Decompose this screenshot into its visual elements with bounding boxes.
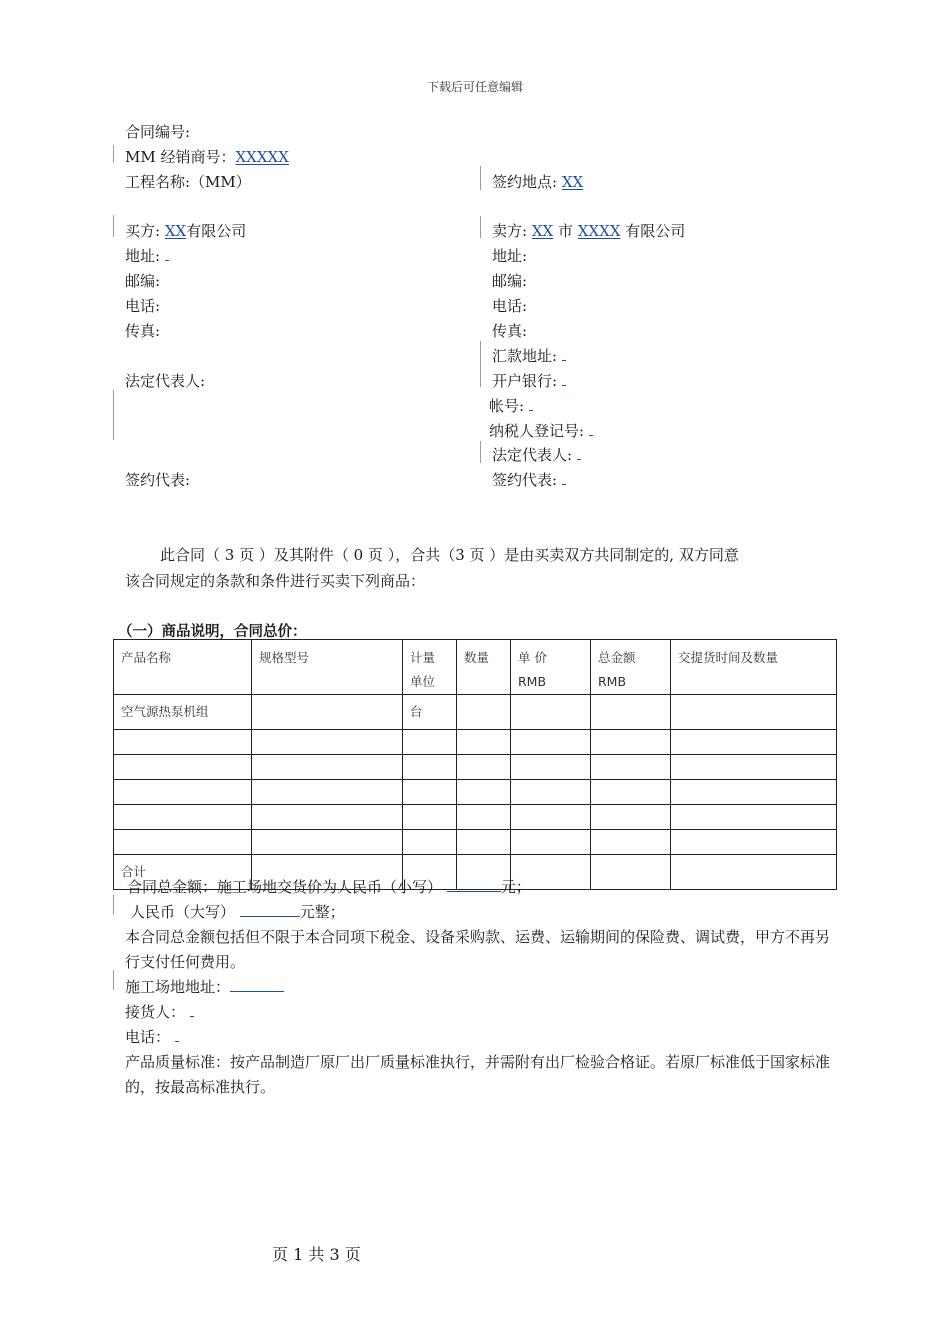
buyer-fax-label: 传真:	[125, 322, 161, 340]
phone-line	[125, 1026, 179, 1047]
table-cell[interactable]	[511, 805, 591, 830]
header-quantity: 数量	[464, 650, 490, 665]
seller-sign-rep-blank[interactable]	[562, 470, 566, 485]
table-cell[interactable]	[457, 780, 511, 805]
seller-fax-label: 传真:	[492, 322, 528, 340]
intro-line-2: 该合同规定的条款和条件进行买卖下列商品：	[125, 572, 426, 590]
buyer-name	[125, 220, 246, 241]
seller-sign-rep-label: 签约代表:	[492, 471, 558, 489]
header-cell	[671, 640, 837, 695]
table-cell[interactable]	[114, 830, 252, 855]
header-note: 下载后可任意编辑	[426, 80, 523, 94]
table-cell[interactable]	[511, 695, 591, 730]
column-marker	[480, 166, 481, 190]
site-address-label: 施工场地地址：	[125, 978, 231, 996]
seller-account-label: 帐号:	[489, 397, 525, 415]
seller-bank	[492, 370, 566, 391]
table-cell[interactable]	[457, 755, 511, 780]
table-cell[interactable]	[114, 805, 252, 830]
table-cell[interactable]	[671, 805, 837, 830]
table-cell[interactable]	[457, 805, 511, 830]
header-unit-price-currency: RMB	[518, 674, 547, 689]
table-cell[interactable]	[671, 830, 837, 855]
table-cell[interactable]: 台	[403, 695, 457, 730]
total-amount-suffix: 元；	[500, 878, 531, 896]
section-title: （一）商品说明，合同总价：	[118, 623, 307, 640]
uppercase-amount-blank[interactable]	[240, 902, 300, 917]
table-cell[interactable]	[511, 780, 591, 805]
table-cell[interactable]	[591, 805, 671, 830]
site-address-blank[interactable]	[230, 977, 284, 992]
header-cell	[403, 640, 457, 695]
table-cell[interactable]	[591, 730, 671, 755]
header-unit-1: 计量	[410, 650, 436, 665]
total-amount-blank[interactable]	[447, 877, 501, 892]
seller-company[interactable]: XXXX	[577, 222, 621, 240]
seller-account-blank[interactable]	[529, 396, 533, 411]
column-marker	[480, 441, 481, 463]
intro-line-1: 此合同（ 3 页 ）及其附件（ 0 页 ），合共（3 页 ）是由买卖双方共同制定的, 双方同意	[160, 546, 739, 564]
table-row	[114, 730, 837, 755]
seller-account	[489, 395, 533, 416]
table-cell[interactable]	[671, 780, 837, 805]
table-cell[interactable]: 空气源热泵机组	[114, 695, 252, 730]
buyer-postcode-label: 邮编:	[125, 272, 161, 290]
buyer-sign-rep-label: 签约代表:	[125, 471, 191, 489]
table-cell[interactable]	[403, 755, 457, 780]
table-cell[interactable]	[457, 695, 511, 730]
inclusion-text: 本合同总金额包括但不限于本合同项下税金、设备采购款、运费、运输期间的保险费、调试费，甲方不再另行支付任何费用。	[125, 928, 831, 971]
header-unit-price: 单 价	[518, 650, 547, 665]
phone-blank[interactable]	[175, 1027, 179, 1042]
table-cell[interactable]	[252, 780, 403, 805]
uppercase-amount-suffix: 元整；	[299, 903, 345, 921]
receiver-label: 接货人：	[125, 1003, 186, 1021]
buyer-address	[125, 245, 169, 266]
table-cell[interactable]	[252, 755, 403, 780]
seller-taxpayer-blank[interactable]	[589, 421, 593, 436]
table-cell[interactable]	[671, 855, 837, 890]
buyer-address-label: 地址:	[125, 247, 161, 265]
sign-place	[492, 171, 583, 192]
page-footer: 页 1 共 3 页	[272, 1245, 361, 1264]
receiver-line	[125, 1001, 194, 1022]
table-cell[interactable]	[671, 695, 837, 730]
seller-suffix: 有限公司	[625, 222, 686, 240]
buyer-legal-rep-label: 法定代表人:	[125, 372, 206, 390]
seller-taxpayer	[489, 420, 593, 441]
seller-city-suffix: 市	[557, 222, 573, 240]
margin-marker	[113, 895, 114, 915]
margin-marker	[113, 145, 114, 163]
table-cell[interactable]	[671, 755, 837, 780]
table-cell[interactable]	[252, 830, 403, 855]
table-cell[interactable]	[591, 695, 671, 730]
seller-remit-address-label: 汇款地址:	[492, 347, 558, 365]
seller-city[interactable]: XX	[531, 222, 554, 240]
table-cell[interactable]	[114, 755, 252, 780]
column-marker	[480, 341, 481, 387]
table-cell[interactable]	[591, 855, 671, 890]
contract-number-label: 合同编号:	[125, 123, 191, 141]
header-product-name: 产品名称	[121, 650, 172, 665]
seller-bank-blank[interactable]	[562, 371, 566, 386]
seller-taxpayer-label: 纳税人登记号:	[489, 422, 585, 440]
seller-legal-rep-blank[interactable]	[577, 445, 581, 460]
buyer-address-blank[interactable]	[165, 246, 169, 261]
seller-address-label: 地址:	[492, 247, 528, 265]
header-unit-2: 单位	[410, 674, 436, 689]
seller-phone-label: 电话:	[492, 297, 528, 315]
table-cell[interactable]	[511, 730, 591, 755]
table-cell[interactable]	[671, 730, 837, 755]
table-cell[interactable]	[591, 830, 671, 855]
margin-marker	[113, 390, 114, 440]
table-header-row	[114, 640, 837, 695]
header-cell	[252, 640, 403, 695]
table-cell[interactable]	[114, 780, 252, 805]
seller-label: 卖方:	[492, 222, 528, 240]
total-label-cell: 合计	[114, 855, 252, 890]
phone-label: 电话：	[125, 1028, 171, 1046]
table-cell[interactable]	[252, 805, 403, 830]
table-row	[114, 830, 837, 855]
table-cell[interactable]	[252, 695, 403, 730]
receiver-blank[interactable]	[190, 1002, 194, 1017]
margin-marker	[113, 970, 114, 990]
buyer-suffix: 有限公司	[186, 222, 247, 240]
header-total-amount: 总金额	[598, 650, 636, 665]
table-row	[114, 805, 837, 830]
sign-place-label: 签约地点:	[492, 173, 558, 191]
table-cell[interactable]	[457, 730, 511, 755]
header-delivery: 交提货时间及数量	[678, 650, 779, 665]
table-cell[interactable]	[252, 730, 403, 755]
buyer-label: 买方:	[125, 222, 161, 240]
buyer-city[interactable]: XX	[164, 222, 187, 240]
seller-bank-label: 开户银行:	[492, 372, 558, 390]
table-cell[interactable]	[591, 755, 671, 780]
seller-name	[492, 220, 685, 241]
table-cell[interactable]	[403, 780, 457, 805]
table-cell[interactable]	[403, 730, 457, 755]
total-amount-label: 合同总金额：施工场地交货价为人民币（小写）	[127, 878, 443, 896]
header-cell	[114, 640, 252, 695]
header-cell	[591, 640, 671, 695]
seller-legal-rep-label: 法定代表人:	[492, 446, 573, 464]
site-address-line	[125, 976, 284, 997]
table-cell[interactable]	[511, 830, 591, 855]
quality-standard-text: 产品质量标准：按产品制造厂原厂出厂质量标准执行，并需附有出厂检验合格证。若原厂标准低于国家标准的，按最高标准执行。	[125, 1053, 831, 1096]
total-amount-line	[127, 876, 531, 897]
table-cell[interactable]	[591, 780, 671, 805]
column-marker	[480, 216, 481, 238]
table-cell[interactable]	[457, 830, 511, 855]
table-cell[interactable]	[403, 805, 457, 830]
uppercase-amount-line	[130, 901, 345, 922]
table-cell[interactable]	[403, 830, 457, 855]
dealer-number	[125, 146, 289, 167]
table-row	[114, 695, 837, 730]
buyer-phone-label: 电话:	[125, 297, 161, 315]
table-cell[interactable]	[114, 730, 252, 755]
seller-legal-rep	[492, 444, 581, 465]
seller-postcode-label: 邮编:	[492, 272, 528, 290]
seller-sign-rep	[492, 469, 566, 490]
project-name-label: 工程名称:（MM）	[125, 173, 251, 191]
table-cell[interactable]	[511, 755, 591, 780]
sign-place-value[interactable]: XX	[561, 173, 584, 191]
uppercase-amount-label: 人民币（大写）	[130, 903, 236, 921]
seller-remit-address-blank[interactable]	[562, 346, 566, 361]
table-row	[114, 755, 837, 780]
header-spec-model: 规格型号	[259, 650, 310, 665]
header-cell	[511, 640, 591, 695]
header-total-amount-currency: RMB	[598, 674, 627, 689]
table-row	[114, 780, 837, 805]
goods-table	[113, 639, 837, 890]
dealer-number-value[interactable]: XXXXX	[235, 148, 289, 166]
seller-remit-address	[492, 345, 566, 366]
dealer-number-label: MM 经销商号：	[125, 148, 236, 166]
margin-marker	[113, 215, 114, 237]
header-cell	[457, 640, 511, 695]
